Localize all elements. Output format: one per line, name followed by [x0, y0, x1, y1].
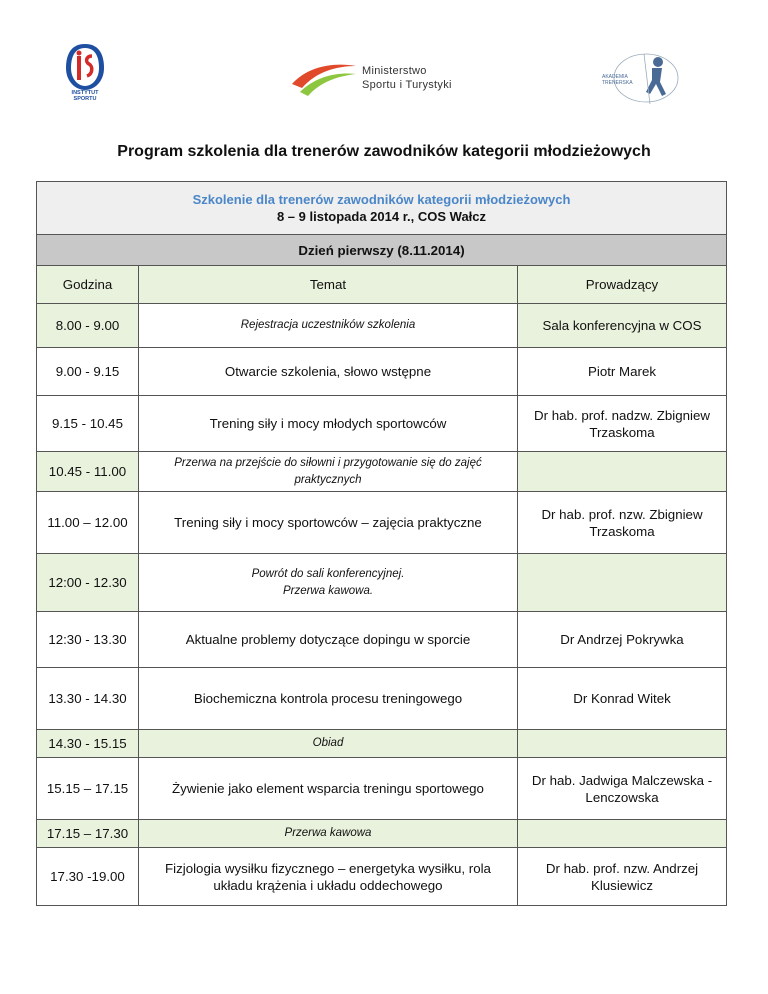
row-time: 15.15 – 17.15 [37, 758, 139, 820]
row-lead: Dr hab. prof. nadzw. Zbigniew Trzaskoma [518, 396, 727, 452]
table-row [37, 848, 727, 906]
row-lead: Dr Andrzej Pokrywka [518, 612, 727, 668]
row-lead: Sala konferencyjna w COS [518, 304, 727, 348]
table-row [37, 304, 727, 348]
row-time: 9.00 - 9.15 [37, 348, 139, 396]
row-lead: Dr hab. Jadwiga Malczewska - Lenczowska [518, 758, 727, 820]
row-time: 12:30 - 13.30 [37, 612, 139, 668]
row-lead [518, 452, 727, 492]
day-label: Dzień pierwszy (8.11.2014) [37, 235, 727, 266]
row-topic: Rejestracja uczestników szkolenia [139, 304, 518, 348]
training-name: Szkolenie dla trenerów zawodników kategorii młodzieżowych [192, 192, 571, 207]
row-time: 12:00 - 12.30 [37, 554, 139, 612]
row-time: 8.00 - 9.00 [37, 304, 139, 348]
row-lead [518, 554, 727, 612]
table-row [37, 396, 727, 452]
academy-text: AKADEMIA TRENERSKA [602, 74, 633, 86]
row-topic: Trening siły i mocy młodych sportowców [139, 396, 518, 452]
row-topic-line1: Powrót do sali konferencyjnej. [251, 567, 405, 580]
table-row-break [37, 554, 727, 612]
row-time: 17.30 -19.00 [37, 848, 139, 906]
table-row [37, 668, 727, 730]
row-lead: Piotr Marek [518, 348, 727, 396]
row-lead: Dr hab. prof. nzw. Zbigniew Trzaskoma [518, 492, 727, 554]
institute-logo-line1: INSTYTUT [71, 90, 99, 96]
page-title: Program szkolenia dla trenerów zawodników kategorii młodzieżowych [117, 143, 651, 160]
row-topic: Biochemiczna kontrola procesu treningowego [139, 668, 518, 730]
row-lead: Dr Konrad Witek [518, 668, 727, 730]
row-topic: Trening siły i mocy sportowców – zajęcia praktyczne [139, 492, 518, 554]
training-dates: 8 – 9 listopada 2014 r., COS Wałcz [276, 209, 487, 224]
training-header-row [37, 182, 727, 235]
row-topic: Fizjologia wysiłku fizycznego – energetyka wysiłku, rola układu krążenia i układu oddechowego [139, 848, 518, 906]
row-topic: Przerwa na przejście do siłowni i przygotowanie się do zajęć praktycznych [139, 452, 518, 492]
row-topic: Obiad [139, 730, 518, 758]
table-row [37, 758, 727, 820]
ministry-swoosh-icon [290, 58, 360, 100]
row-time: 14.30 - 15.15 [37, 730, 139, 758]
row-lead [518, 730, 727, 758]
row-time: 10.45 - 11.00 [37, 452, 139, 492]
program-table [36, 181, 727, 906]
row-lead: Dr hab. prof. nzw. Andrzej Klusiewicz [518, 848, 727, 906]
column-header-row [37, 266, 727, 304]
row-topic-line2: Przerwa kawowa. [282, 584, 374, 597]
institute-logo-line2: SPORTU [73, 96, 97, 102]
table-row [37, 492, 727, 554]
col-lead: Prowadzący [518, 266, 727, 304]
table-row-break [37, 730, 727, 758]
row-topic: Aktualne problemy dotyczące dopingu w sporcie [139, 612, 518, 668]
table-row [37, 612, 727, 668]
ministry-logo [290, 58, 460, 100]
day-row [37, 235, 727, 266]
training-header [37, 182, 727, 235]
col-time: Godzina [37, 266, 139, 304]
row-time: 11.00 – 12.00 [37, 492, 139, 554]
ministry-line2: Sportu i Turystyki [362, 79, 452, 91]
institute-logo [62, 42, 108, 104]
table-row-break [37, 820, 727, 848]
row-topic [139, 554, 518, 612]
row-topic: Przerwa kawowa [139, 820, 518, 848]
row-time: 13.30 - 14.30 [37, 668, 139, 730]
row-topic: Otwarcie szkolenia, słowo wstępne [139, 348, 518, 396]
table-row-break [37, 452, 727, 492]
academy-logo [600, 48, 680, 108]
row-time: 9.15 - 10.45 [37, 396, 139, 452]
table-row [37, 348, 727, 396]
ministry-line1: Ministerstwo [362, 65, 427, 77]
row-topic: Żywienie jako element wsparcia treningu sportowego [139, 758, 518, 820]
row-time: 17.15 – 17.30 [37, 820, 139, 848]
row-lead [518, 820, 727, 848]
col-topic: Temat [139, 266, 518, 304]
